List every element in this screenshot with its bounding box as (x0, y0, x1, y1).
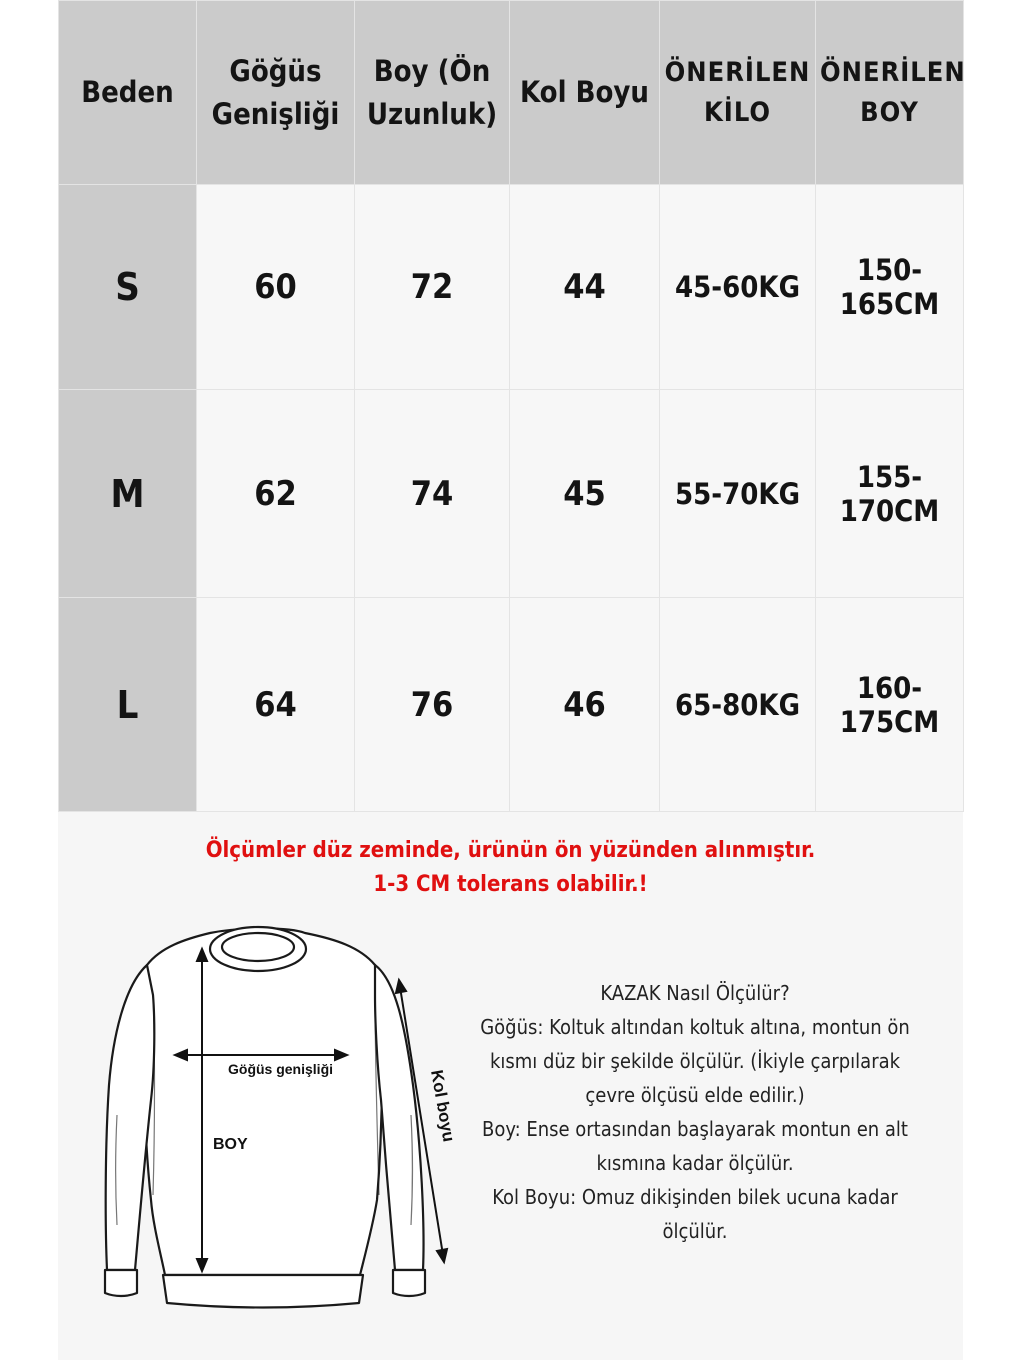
size-table (58, 0, 964, 812)
chest-cell: 64 (197, 598, 355, 812)
instruction-line: Göğüs: Koltuk altından koltuk altına, montun ön (480, 1015, 910, 1039)
weight-cell: 55-70KG (660, 390, 816, 598)
instruction-line: Boy: Ense ortasından başlayarak montun en alt (482, 1117, 908, 1141)
size-cell: M (59, 390, 197, 598)
neckline (222, 933, 294, 961)
length-cell: 76 (355, 598, 510, 812)
hem-band (163, 1275, 363, 1308)
weight-cell: 65-80KG (660, 598, 816, 812)
length-cell: 72 (355, 185, 510, 390)
instruction-line: ölçülür. (662, 1219, 728, 1243)
header-onerilen-kilo: ÖNERİLEN KİLO (660, 1, 816, 185)
instructions-title: KAZAK Nasıl Ölçülür? (600, 981, 790, 1005)
length-label: BOY (213, 1136, 248, 1153)
left-sleeve (106, 965, 155, 1270)
weight-cell: 45-60KG (660, 185, 816, 390)
instruction-line: çevre ölçüsü elde edilir.) (585, 1083, 805, 1107)
sleeve-cell: 46 (510, 598, 660, 812)
sweatshirt-diagram (95, 925, 465, 1315)
left-cuff (105, 1270, 137, 1296)
table-row (59, 598, 964, 812)
instruction-line: kısmına kadar ölçülür. (596, 1151, 794, 1175)
chest-cell: 60 (197, 185, 355, 390)
table-row (59, 185, 964, 390)
size-cell: L (59, 598, 197, 812)
header-onerilen-boy: ÖNERİLEN BOY (816, 1, 964, 185)
table-row (59, 390, 964, 598)
sleeve-cell: 44 (510, 185, 660, 390)
right-sleeve (375, 965, 424, 1270)
measurement-note: Ölçümler düz zeminde, ürünün ön yüzünden alınmıştır. (205, 838, 816, 863)
sleeve-cell: 45 (510, 390, 660, 598)
instruction-line: Kol Boyu: Omuz dikişinden bilek ucuna kadar (492, 1185, 898, 1209)
header-beden: Beden (59, 1, 197, 185)
instruction-line: kısmı düz bir şekilde ölçülür. (İkiyle çarpılarak (489, 1049, 901, 1073)
length-cell: 74 (355, 390, 510, 598)
header-gogus-genisligi: Göğüs Genişliği (197, 1, 355, 185)
header-boy-on-uzunluk: Boy (Ön Uzunluk) (355, 1, 510, 185)
chest-label: Göğüs genişliği (228, 1061, 334, 1077)
sweatshirt-body (144, 929, 382, 1276)
table-header-row (59, 1, 964, 185)
tolerance-note: 1-3 CM tolerans olabilir.! (373, 872, 648, 897)
height-cell: 155-170CM (816, 390, 964, 598)
right-cuff (393, 1270, 425, 1296)
height-cell: 160-175CM (816, 598, 964, 812)
chest-cell: 62 (197, 390, 355, 598)
size-cell: S (59, 185, 197, 390)
header-kol-boyu: Kol Boyu (510, 1, 660, 185)
measurement-instructions (470, 976, 920, 1248)
sleeve-label: Kol boyu (427, 1068, 459, 1144)
height-cell: 150-165CM (816, 185, 964, 390)
